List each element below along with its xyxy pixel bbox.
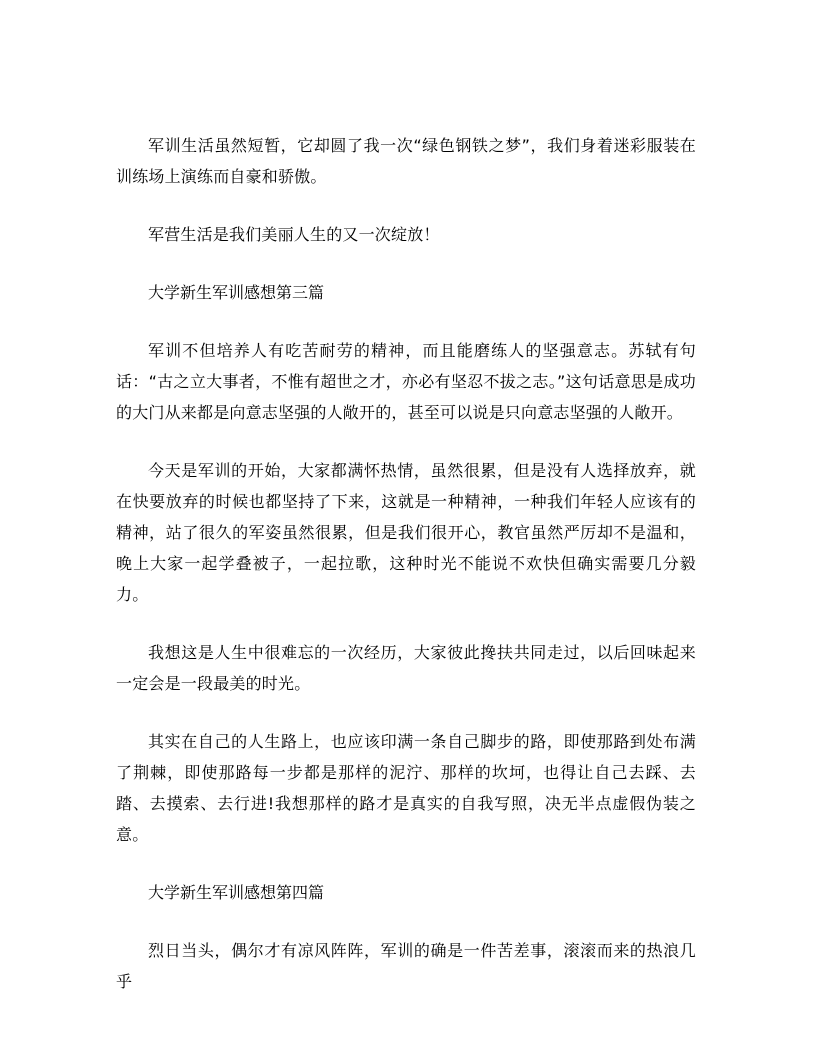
section-heading-third: 大学新生军训感想第三篇 [148, 283, 325, 302]
paragraph-willpower-quote: 军训不但培养人有吃苦耐劳的精神，而且能磨练人的坚强意志。苏轼有句话：“古之立大事者，不惟有超世之才，亦必有坚忍不拔之志。”这句话意思是成功的大门从来都是向意志坚强的人敞开的，甚至可以说是只向意志坚强的人敞开。 [116, 341, 696, 422]
paragraph-first-day: 今天是军训的开始，大家都满怀热情，虽然很累，但是没有人选择放弃，就在快要放弃的时候也都坚持了下来，这就是一种精神，一种我们年轻人应该有的精神，站了很久的军姿虽然很累，但是我们很开心，教官虽然严厉却不是温和，晚上大家一起学叠被子，一起拉歌，这种时光不能说不欢快但确实需要几分毅力。 [116, 461, 696, 604]
paragraph-hot-sun: 烈日当头，偶尔才有凉风阵阵，军训的确是一件苦差事，滚滚而来的热浪几乎 [116, 941, 696, 991]
section-heading-fourth: 大学新生军训感想第四篇 [148, 883, 325, 902]
paragraph-military-life-short: 军训生活虽然短暂，它却圆了我一次“绿色钢铁之梦”，我们身着迷彩服装在训练场上演练而自豪和骄傲。 [116, 136, 696, 186]
paragraph-life-path: 其实在自己的人生路上，也应该印满一条自己脚步的路，即使那路到处布满了荆棘，即使那路每一步都是那样的泥泞、那样的坎坷，也得让自己去踩、去踏、去摸索、去行进!我想那样的路才是真实的自我写照，决无半点虚假伪装之意。 [116, 732, 696, 844]
paragraph-memorable-experience: 我想这是人生中很难忘的一次经历，大家彼此搀扶共同走过，以后回味起来一定会是一段最美的时光。 [116, 643, 696, 693]
document-body [116, 130, 696, 997]
paragraph-military-camp-bloom: 军营生活是我们美丽人生的又一次绽放！ [148, 225, 440, 244]
